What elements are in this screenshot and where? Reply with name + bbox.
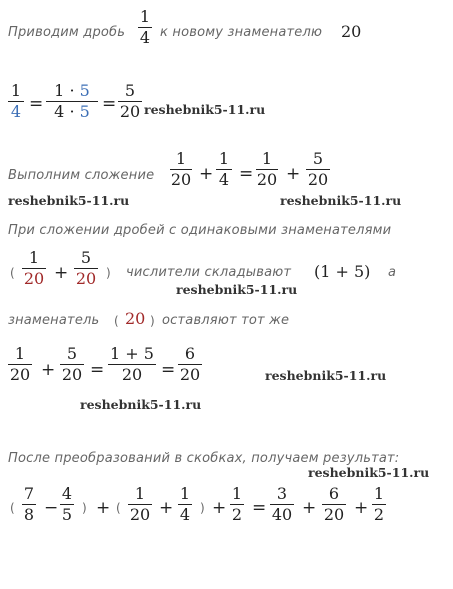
plus-sign: + <box>54 263 69 283</box>
watermark: reshebnik5-11.ru <box>280 193 402 208</box>
numerator: 1 <box>218 149 230 168</box>
denominator: 4 <box>218 170 230 189</box>
denominator: 20 <box>256 170 278 189</box>
close-paren: ) <box>106 266 111 280</box>
fraction-1-20 <box>8 345 32 384</box>
numerator: 3 <box>276 484 288 503</box>
denominator: 20 <box>323 505 345 524</box>
result-text: После преобразований в скобках, получаем результат: <box>8 451 400 466</box>
denominator: 4 <box>179 505 191 524</box>
equals-sign: = <box>239 164 254 184</box>
dot: · <box>69 102 75 121</box>
numerator: 5 <box>312 149 324 168</box>
close-paren: ) <box>150 314 155 328</box>
watermark: reshebnik5-11.ru <box>144 102 266 117</box>
numerator: 1 <box>373 484 385 503</box>
numerator: 1 <box>261 149 273 168</box>
watermark: reshebnik5-11.ru <box>265 368 387 383</box>
new-denominator: 20 <box>341 22 362 41</box>
denominator: 20 <box>307 170 329 189</box>
numerator: 1 <box>14 344 26 363</box>
numerator-1: 1 <box>54 81 65 100</box>
watermark: reshebnik5-11.ru <box>308 465 430 480</box>
denominator: 20 <box>170 170 192 189</box>
numerator: 1 <box>134 484 146 503</box>
plus-sign: + <box>212 498 227 518</box>
numerators-text: числители складывают <box>126 265 292 280</box>
numerator: 6 <box>184 344 196 363</box>
open-paren: ( <box>116 501 121 515</box>
fraction-1-20 <box>170 150 192 189</box>
plus-sign: + <box>286 164 301 184</box>
fraction-4-5 <box>60 485 74 524</box>
denominator-2: 5 <box>79 102 90 121</box>
fraction-5-20 <box>74 249 98 288</box>
plus-sign: + <box>354 498 369 518</box>
fraction-6-20 <box>322 485 346 524</box>
numerator: 7 <box>23 484 35 503</box>
fraction-1-4 <box>8 82 24 121</box>
close-paren: ) <box>200 501 205 515</box>
equals-sign: = <box>102 94 117 114</box>
open-paren: ( <box>10 501 15 515</box>
numerator: 1 <box>231 484 243 503</box>
keeps-text: оставляют тот же <box>162 313 290 328</box>
numerator: 5 <box>66 344 78 363</box>
denominator: 20 <box>75 269 97 288</box>
fraction-1-4 <box>216 150 232 189</box>
plus-sign: + <box>199 164 214 184</box>
watermark: reshebnik5-11.ru <box>176 282 298 297</box>
denominator-text: знаменатель <box>8 313 100 328</box>
denominator: 5 <box>61 505 73 524</box>
numerator: 1 <box>175 149 187 168</box>
watermark: reshebnik5-11.ru <box>80 397 202 412</box>
denominator: 20 <box>23 269 45 288</box>
fraction-expanded <box>46 82 98 121</box>
denominator: 20 <box>179 365 201 384</box>
fraction-1-20 <box>256 150 278 189</box>
plus-sign: + <box>302 498 317 518</box>
denominator: 40 <box>271 505 293 524</box>
fraction-one-quarter <box>138 8 152 47</box>
numerator: 6 <box>328 484 340 503</box>
denominator: 20 <box>61 365 83 384</box>
denominator: 4 <box>139 28 151 47</box>
fraction-1-20 <box>22 249 46 288</box>
denominator-value: 20 <box>125 309 146 328</box>
fraction-1-2 <box>230 485 244 524</box>
plus-sign: + <box>41 360 56 380</box>
open-paren: ( <box>114 314 119 328</box>
watermark: reshebnik5-11.ru <box>8 193 130 208</box>
numerator: 1 <box>28 248 40 267</box>
rule-text: При сложении дробей с одинаковыми знаменателями <box>8 223 392 238</box>
equals-sign: = <box>161 360 176 380</box>
fraction-7-8 <box>22 485 36 524</box>
denominator: 8 <box>23 505 35 524</box>
fraction-1-4 <box>178 485 192 524</box>
denominator: 20 <box>129 505 151 524</box>
intro-text: Приводим дробь <box>8 25 126 40</box>
fraction-1-2 <box>372 485 386 524</box>
fraction-5-20 <box>306 150 330 189</box>
plus-sign: + <box>159 498 174 518</box>
addition-text: Выполним сложение <box>8 168 155 183</box>
conjunction: а <box>388 265 397 280</box>
denominator: 4 <box>10 102 22 121</box>
fraction-3-40 <box>270 485 294 524</box>
numerator: 5 <box>124 81 136 100</box>
intro-text-2: к новому знаменателю <box>160 25 323 40</box>
denominator: 20 <box>119 102 141 121</box>
numerator: 4 <box>61 484 73 503</box>
dot: · <box>69 81 75 100</box>
denominator: 2 <box>373 505 385 524</box>
fraction-5-20 <box>118 82 142 121</box>
numerator: 1 <box>139 7 151 26</box>
equals-sign: = <box>90 360 105 380</box>
minus-sign: − <box>44 498 59 518</box>
numerator: 1 <box>10 81 22 100</box>
numerator: 1 <box>179 484 191 503</box>
equals-sign: = <box>252 498 267 518</box>
denominator: 2 <box>231 505 243 524</box>
numerator: 1 + 5 <box>110 344 154 363</box>
fraction-sum <box>108 345 156 384</box>
numerator-2: 5 <box>79 81 90 100</box>
fraction-5-20 <box>60 345 84 384</box>
fraction-1-20 <box>128 485 152 524</box>
close-paren: ) <box>82 501 87 515</box>
equals-sign: = <box>29 94 44 114</box>
denominator: 20 <box>9 365 31 384</box>
numerator-sum: (1 + 5) <box>314 262 371 281</box>
fraction-6-20 <box>178 345 202 384</box>
open-paren: ( <box>10 266 15 280</box>
plus-sign: + <box>96 498 111 518</box>
numerator: 5 <box>80 248 92 267</box>
denominator: 20 <box>121 365 143 384</box>
denominator-1: 4 <box>54 102 65 121</box>
